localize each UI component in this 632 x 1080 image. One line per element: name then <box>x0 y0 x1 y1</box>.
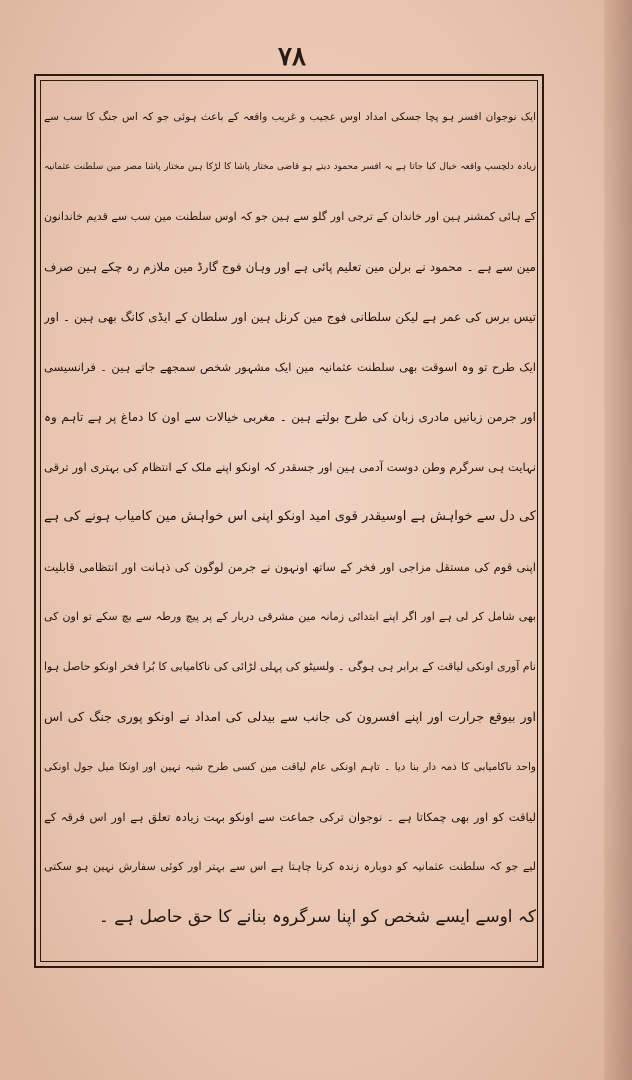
text-line-17: کہ اوسے ایسے شخص کو اپنا سرگروہ بنانے کا حق حاصل ہے ۔ <box>98 907 536 927</box>
text-line-1: ایک نوجوان افسر ہو پچا جسکی امداد اوس عجیب و غریب واقعہ کے باعث ہوئی جو کہ اس جنگ کا سب سے <box>44 111 536 123</box>
text-line-4: مین سے ہے ۔ محمود نے برلن مین تعلیم پائی ہے اور وہان فوج گارڈ مین ملازم رہ چکے ہین صرف <box>44 260 536 274</box>
text-line-7: اور جرمن زبانیں مادری زبان کی طرح بولتے ہین ۔ مغربی خیالات سے اون کا دماغ پر ہے تاہم وہ <box>44 410 536 424</box>
text-line-10: اپنی قوم کی مستقل مزاجی اور فخر کے ساتھ اونہون نے جرمن لوگون کی ذہانت اور انتظامی قابلیت <box>44 560 536 574</box>
text-line-16: لیے جو کہ سلطنت عثمانیہ کو دوبارہ زندہ کرنا چاہتا ہے اس سے بہتر اور کوئی سفارش نہین ہو سکتی <box>44 860 536 873</box>
text-line-8: نہایت ہی سرگرم وطن دوست آدمی ہین اور جسقدر کہ اونکو اپنے ملک کے انتظام کی بہتری اور ترقی <box>44 460 536 474</box>
page-number: ٧٨ <box>278 42 306 72</box>
text-line-2: زیادہ دلچسپ واقعہ خیال کیا جاتا ہے یہ افسر محمود دیتے ہو قاضی مختار پاشا کا لڑکا ہین مختار پاشا مصر مین سلطنت عثمانیہ <box>44 162 536 172</box>
text-line-11: بھی شامل کر لی ہے اور اگر اپنے ابتدائی زمانہ مین مشرقی دربار کے پر پیچ ورطہ سے بچ سکے تو اون کی <box>44 610 536 623</box>
text-line-9: کی دل سے خواہش ہے اوسیقدر قوی امید اونکو اپنی اس خواہش مین کامیاب ہونے کی ہے <box>44 509 536 524</box>
page-fold-shadow <box>604 0 632 1080</box>
text-line-6: ایک طرح تو وہ اسوقت بھی سلطنت عثمانیہ مین ایک مشہور شخص سمجھے جاتے ہین ۔ فرانسیسی <box>44 360 536 374</box>
text-line-15: لیاقت کو اور بھی چمکاتا ہے ۔ نوجوان ترکی جماعت سے اونکو بہت زیادہ تعلق ہے اور اس فرقہ کے <box>44 810 536 824</box>
text-line-13: اور بیوقع جرارت اور اپنے افسرون کی جانب سے بیدلی کی امداد نے اونکو پوری جنگ کی اس <box>44 709 536 724</box>
text-line-5: تیس برس کی عمر ہے لیکن سلطانی فوج مین کرنل ہین اور سلطان کے ایڈی کانگ بھی ہین ۔ اور <box>44 310 536 324</box>
text-line-14: واحد ناکامیابی کا ذمہ دار بنا دیا ۔ تاہم اونکی عام لیاقت مین کسی طرح شبہ نہین اور اونکا میل جول اونکی <box>44 761 536 773</box>
text-line-3: کے ہائی کمشنر ہین اور خاندان کے ترجی اور گلو سے ہین جو کہ اوس سلطنت مین سب سے قدیم خاندانون <box>44 210 536 223</box>
text-line-12: نام آوری اونکی لیاقت کے برابر ہی ہوگی ۔ ولسیٹو کی پہلی لڑائی کی ناکامیابی کا بُرا فخر اونکو حاصل ہوا <box>44 660 536 673</box>
urdu-text-block <box>44 92 536 942</box>
